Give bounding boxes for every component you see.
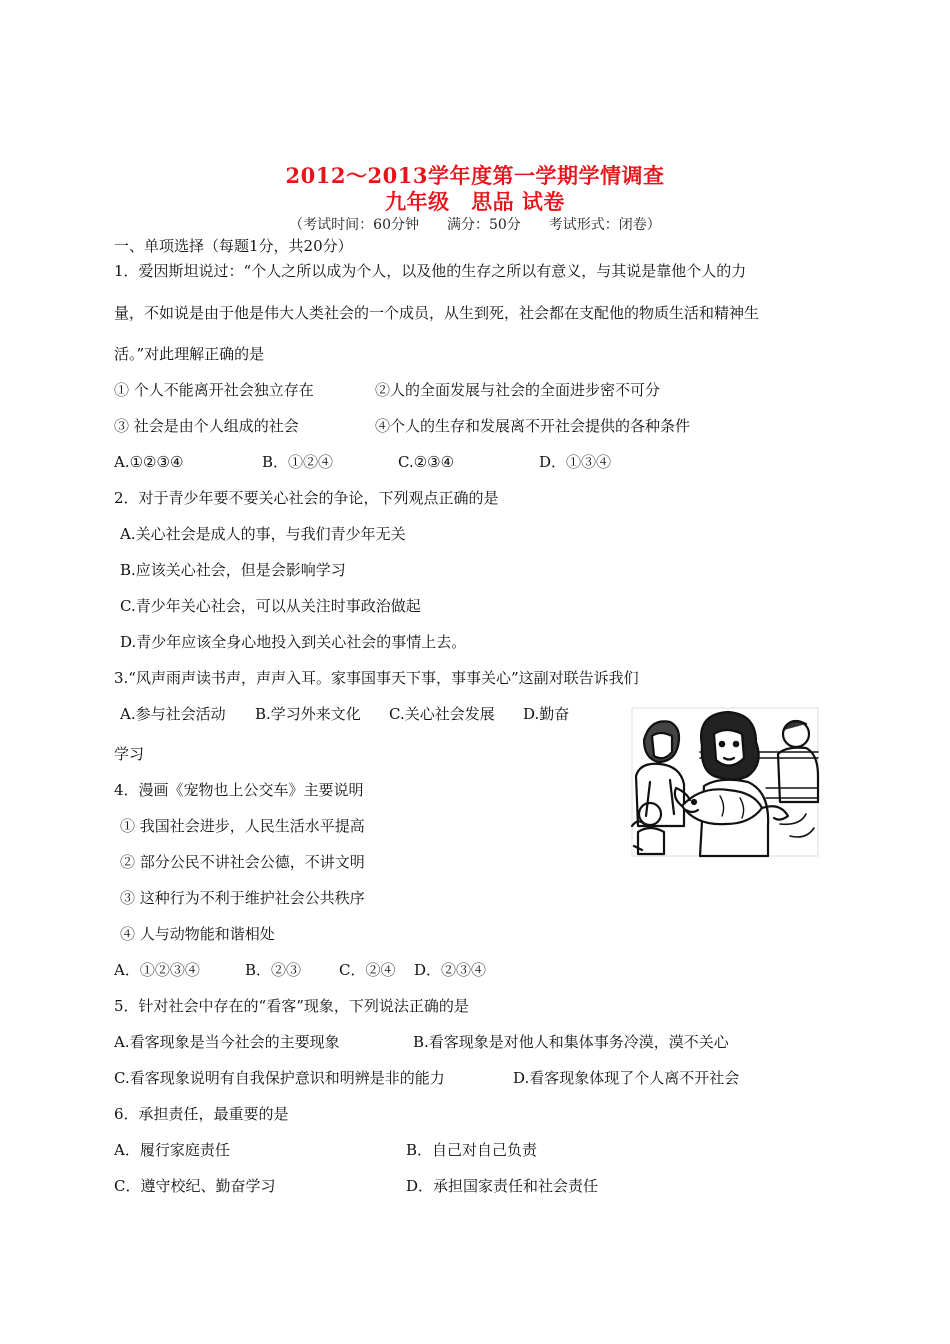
q4-option-b: B．②③ bbox=[245, 961, 302, 979]
q1-option-d: D．①③④ bbox=[539, 453, 612, 471]
q1-statement-3: ③ 社会是由个人组成的社会 bbox=[114, 417, 299, 435]
q6-option-a: A．履行家庭责任 bbox=[114, 1141, 230, 1159]
q4-statement-3: ③ 这种行为不利于维护社会公共秩序 bbox=[120, 889, 365, 907]
q1-option-c: C.②③④ bbox=[398, 453, 455, 471]
q5-option-c: C.看客现象说明有自我保护意识和明辨是非的能力 bbox=[114, 1069, 445, 1087]
exam-subject-title: 九年级 思品 试卷 bbox=[385, 189, 565, 214]
q3-option-c: C.关心社会发展 bbox=[389, 705, 495, 723]
q3-option-d: D.勤奋 bbox=[523, 705, 570, 723]
q2-option-a: A.关心社会是成人的事，与我们青少年无关 bbox=[120, 525, 406, 543]
q4-option-d: D．②③④ bbox=[414, 961, 487, 979]
q1-option-b: B．①②④ bbox=[262, 453, 334, 471]
q5-option-a: A.看客现象是当今社会的主要现象 bbox=[114, 1033, 340, 1051]
q1-stem-line2: 量，不如说是由于他是伟大人类社会的一个成员，从生到死，社会都在支配他的物质生活和精神生 bbox=[114, 304, 760, 322]
q2-option-b: B.应该关心社会，但是会影响学习 bbox=[120, 561, 346, 579]
q6-option-c: C．遵守校纪、勤奋学习 bbox=[114, 1177, 276, 1195]
q3-option-a: A.参与社会活动 bbox=[120, 705, 226, 723]
q2-option-c: C.青少年关心社会，可以从关注时事政治做起 bbox=[120, 597, 421, 615]
exam-info: （考试时间：60分钟 满分：50分 考试形式：闭卷） bbox=[289, 217, 661, 233]
pet-bus-cartoon-image bbox=[630, 706, 820, 858]
q4-stem: 4．漫画《宠物也上公交车》主要说明 bbox=[114, 781, 364, 799]
q5-stem: 5．针对社会中存在的“看客”现象，下列说法正确的是 bbox=[114, 997, 469, 1015]
q2-option-d: D.青少年应该全身心地投入到关心社会的事情上去。 bbox=[120, 633, 467, 651]
q6-stem: 6．承担责任，最重要的是 bbox=[114, 1105, 289, 1123]
exam-title: 2012～2013学年度第一学期学情调查 bbox=[285, 163, 665, 188]
q1-option-a: A.①②③④ bbox=[114, 453, 184, 471]
section-heading: 一、单项选择（每题1分，共20分） bbox=[114, 237, 353, 255]
q1-stem-line1: 1．爱因斯坦说过：“个人之所以成为个人，以及他的生存之所以有意义，与其说是靠他个人的力 bbox=[114, 262, 747, 280]
q4-statement-2: ② 部分公民不讲社会公德，不讲文明 bbox=[120, 853, 365, 871]
q4-option-a: A．①②③④ bbox=[114, 961, 200, 979]
q1-statement-1: ① 个人不能离开社会独立存在 bbox=[114, 381, 314, 399]
q2-stem: 2．对于青少年要不要关心社会的争论，下列观点正确的是 bbox=[114, 489, 499, 507]
q3-stem: 3.“风声雨声读书声，声声入耳。家事国事天下事，事事关心”这副对联告诉我们 bbox=[114, 669, 639, 687]
q4-option-c: C．②④ bbox=[339, 961, 396, 979]
q3-option-d-continued: 学习 bbox=[114, 745, 145, 763]
q1-statement-2: ②人的全面发展与社会的全面进步密不可分 bbox=[375, 381, 661, 399]
q1-statement-4: ④个人的生存和发展离不开社会提供的各种条件 bbox=[375, 417, 691, 435]
q1-stem-line3: 活。”对此理解正确的是 bbox=[114, 345, 265, 363]
q6-option-d: D．承担国家责任和社会责任 bbox=[406, 1177, 599, 1195]
q4-statement-4: ④ 人与动物能和谐相处 bbox=[120, 925, 275, 943]
q5-option-d: D.看客现象体现了个人离不开社会 bbox=[513, 1069, 740, 1087]
q5-option-b: B.看客现象是对他人和集体事务冷漠，漠不关心 bbox=[413, 1033, 729, 1051]
q3-option-b: B.学习外来文化 bbox=[255, 705, 361, 723]
q6-option-b: B．自己对自己负责 bbox=[406, 1141, 538, 1159]
q4-statement-1: ① 我国社会进步，人民生活水平提高 bbox=[120, 817, 365, 835]
